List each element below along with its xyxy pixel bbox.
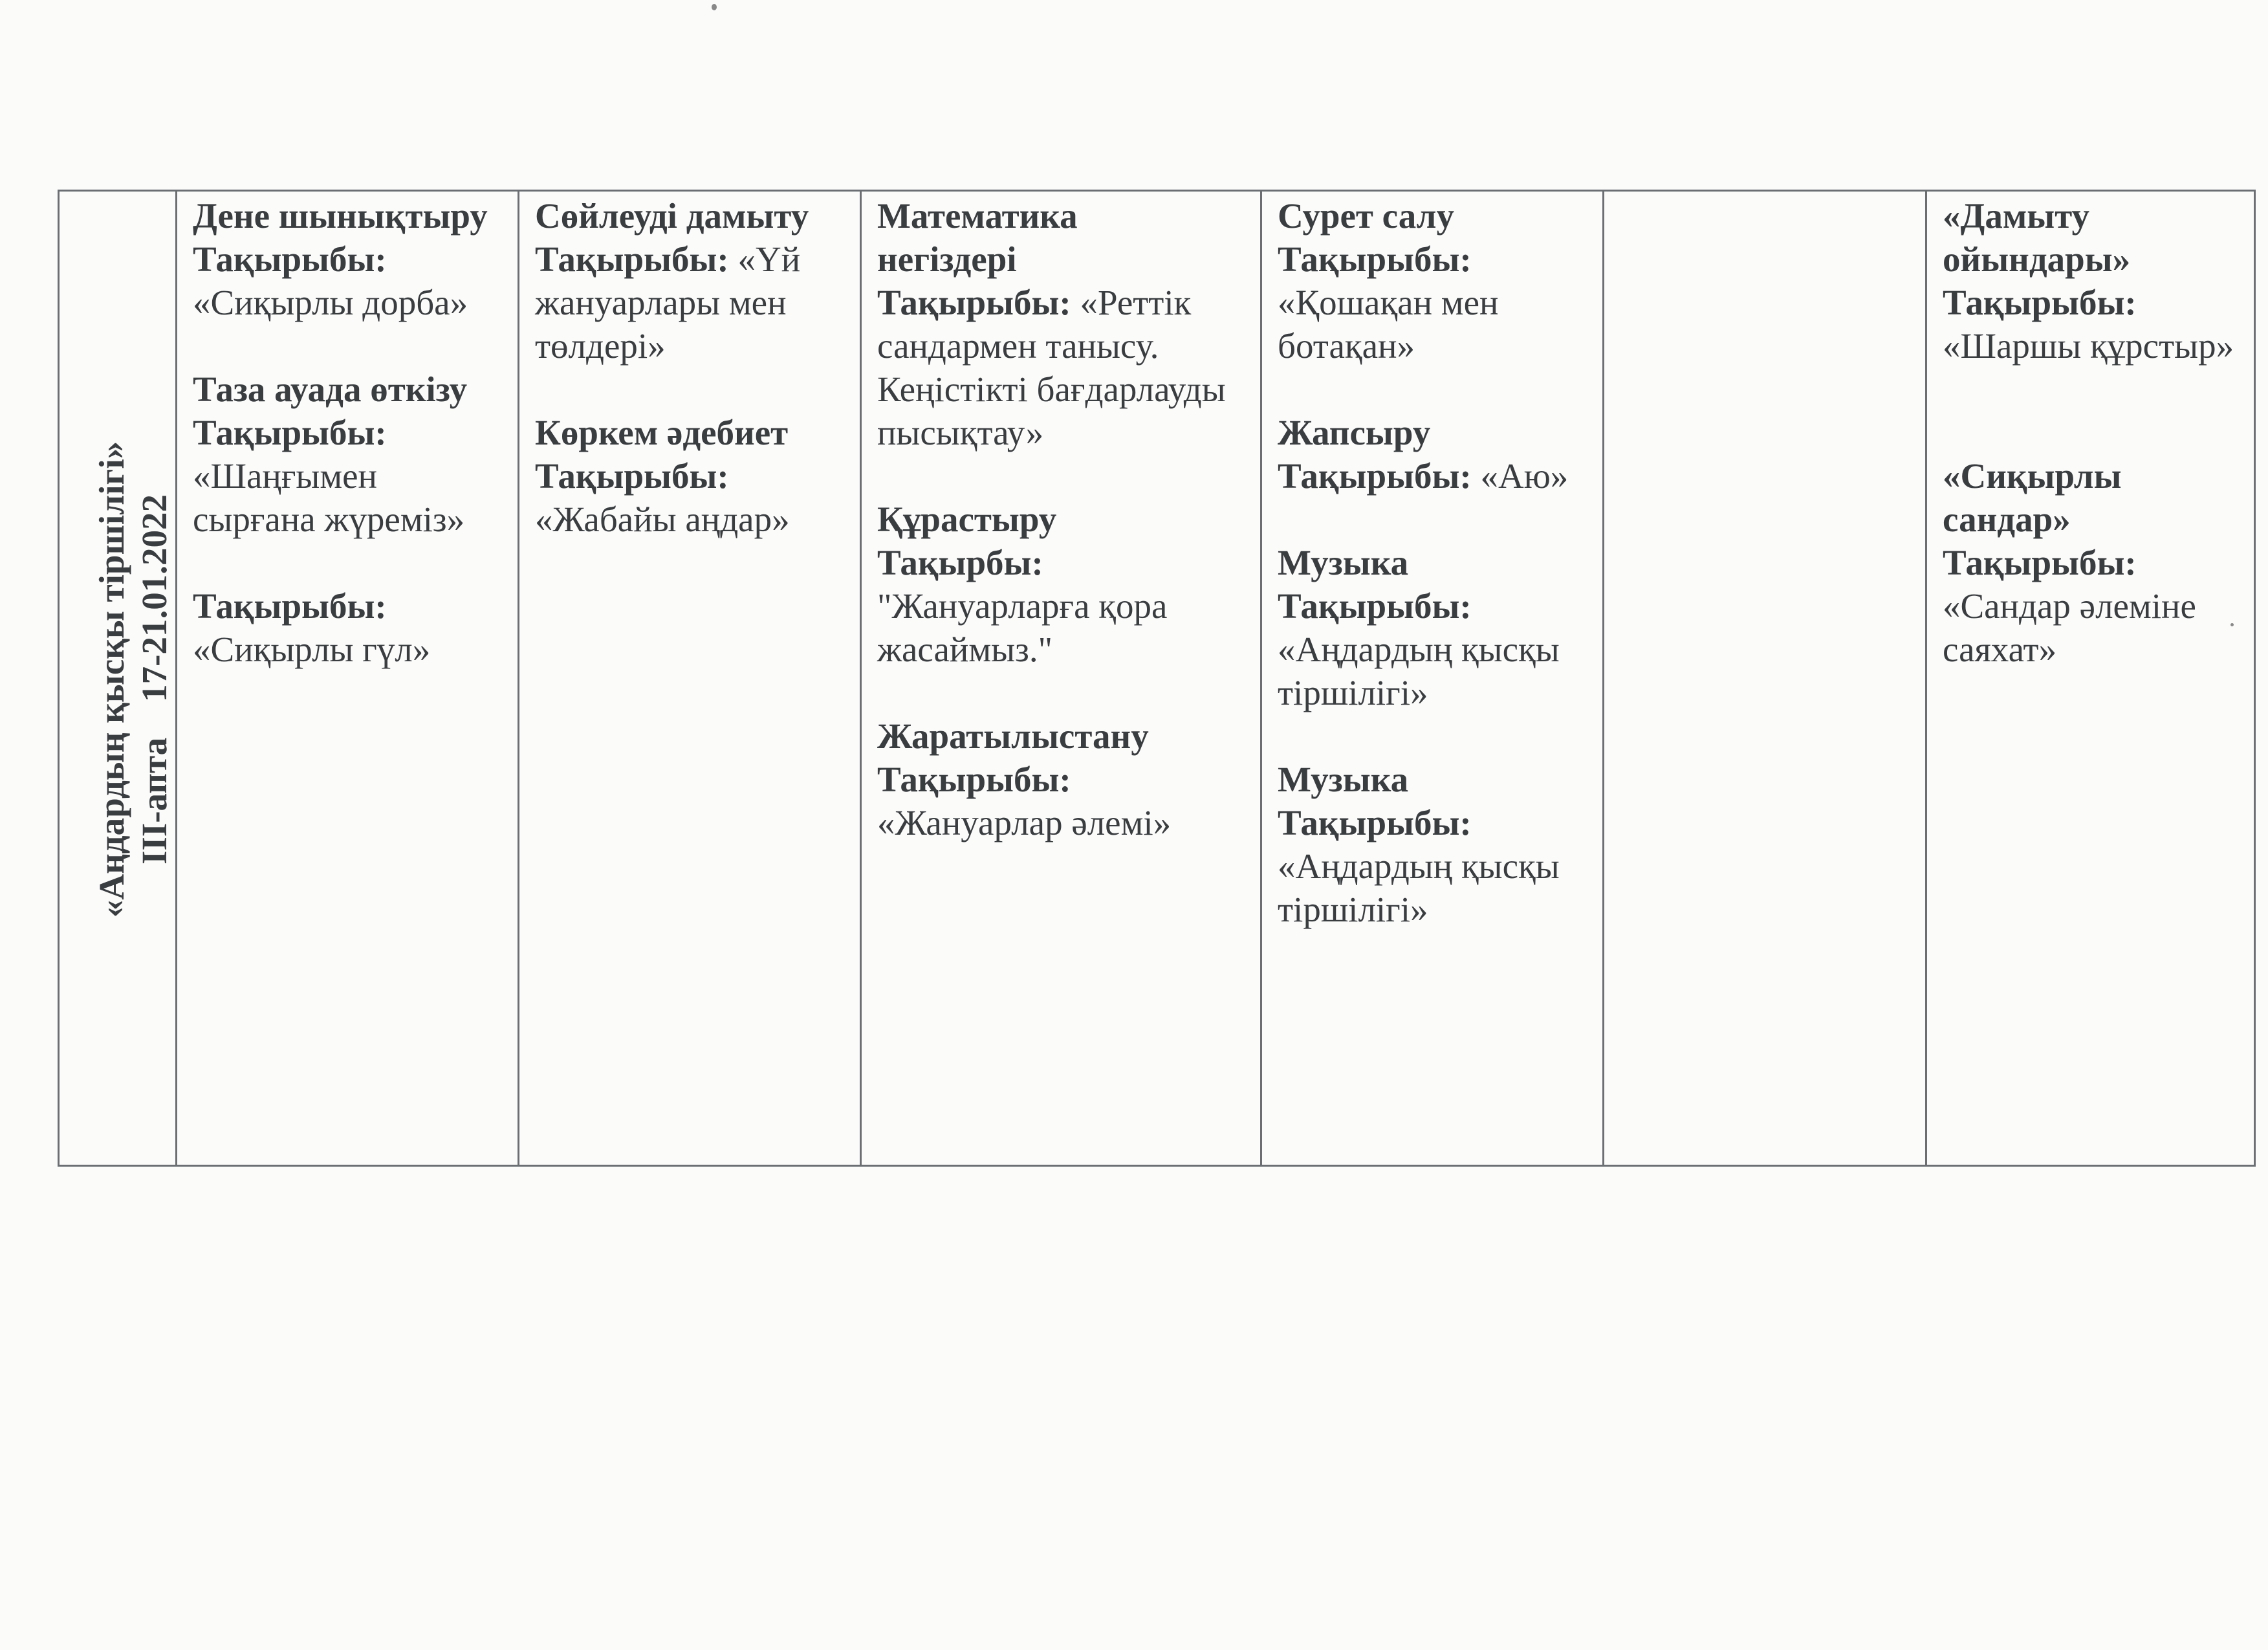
day-cell-3 <box>861 191 1261 1166</box>
subject-label: Таза ауада өткізу <box>193 369 468 409</box>
topic-text: «Сиқырлы гүл» <box>193 630 431 669</box>
topic-label: Тақырыбы: <box>193 413 387 452</box>
subject-label: Құрастыру <box>877 500 1057 539</box>
topic-label: Тақырыбы: <box>1278 239 1472 279</box>
day-cell-2 <box>519 191 861 1166</box>
subject-label: «Дамыту ойындары» <box>1943 196 2131 279</box>
topic-text: «Жабайы аңдар» <box>535 500 790 539</box>
topic-text: «Шаңғымен сырғана жүреміз» <box>193 456 465 539</box>
topic-text: «Қошақан мен ботақан» <box>1278 283 1499 366</box>
subject-label: Математика негіздері <box>877 196 1078 279</box>
topic-label: Тақырыбы: <box>535 239 729 279</box>
topic-text: "Жануарларға қора жасаймыз." <box>877 586 1168 669</box>
subject-label: Дене шынықтыру <box>193 196 488 236</box>
topic-label: Тақырыбы: <box>1278 803 1472 842</box>
subject-label: Музыка <box>1278 543 1409 582</box>
topic-label: Тақырыбы: <box>193 586 387 626</box>
subject-label: Сөйлеуді дамыту <box>535 196 809 236</box>
subject-label: Жапсыру <box>1278 413 1431 452</box>
day-cell-5 <box>1604 191 1926 1166</box>
topic-text: «Сиқырлы дорба» <box>193 283 468 322</box>
topic-text: «Аңдардың қысқы тіршілігі» <box>1278 846 1560 929</box>
topic-label: Тақырыбы: <box>1943 543 2137 582</box>
subject-label: Көркем әдебиет <box>535 413 789 452</box>
topic-text: «Жануарлар әлемі» <box>877 803 1172 842</box>
subject-label: Музыка <box>1278 760 1409 799</box>
topic-label: Тақырыбы: <box>535 456 729 496</box>
week-cell <box>59 191 177 1166</box>
topic-label: Тақырыбы: <box>877 760 1071 799</box>
topic-text: «Шаршы құрстыр» <box>1943 326 2234 366</box>
topic-label: Тақырыбы: <box>193 239 387 279</box>
day-cell-4 <box>1261 191 1604 1166</box>
subject-label: Сурет салу <box>1278 196 1455 236</box>
weekly-schedule-table <box>58 190 2256 1167</box>
topic-label: Тақырыбы: <box>877 283 1071 322</box>
topic-text: «Аңдардың қысқы тіршілігі» <box>1278 630 1560 712</box>
topic-text: «Сандар әлеміне саяхат» <box>1943 586 2196 669</box>
topic-label: Тақырыбы: <box>1943 283 2137 322</box>
topic-text: «Үй жануарлары мен төлдері» <box>535 239 801 366</box>
topic-label: Тақырбы: <box>877 543 1043 582</box>
week-theme: «Аңдардың қысқы тіршілігі» <box>92 441 131 918</box>
day-cell-1 <box>177 191 519 1166</box>
subject-label: «Сиқырлы сандар» <box>1943 456 2122 539</box>
schedule-row <box>59 191 2255 1166</box>
topic-text: «Реттік сандармен танысу. Кеңістікті бағдарлауды пысықтау» <box>877 283 1226 452</box>
topic-label: Тақырыбы: <box>1278 456 1472 496</box>
subject-label: Жаратылыстану <box>877 716 1149 756</box>
topic-text: «Аю» <box>1480 456 1569 496</box>
scan-speck <box>712 4 717 10</box>
topic-label: Тақырыбы: <box>1278 586 1472 626</box>
day-cell-6 <box>1926 191 2255 1166</box>
week-period: ІІІ-апта 17-21.01.2022 <box>135 494 174 864</box>
